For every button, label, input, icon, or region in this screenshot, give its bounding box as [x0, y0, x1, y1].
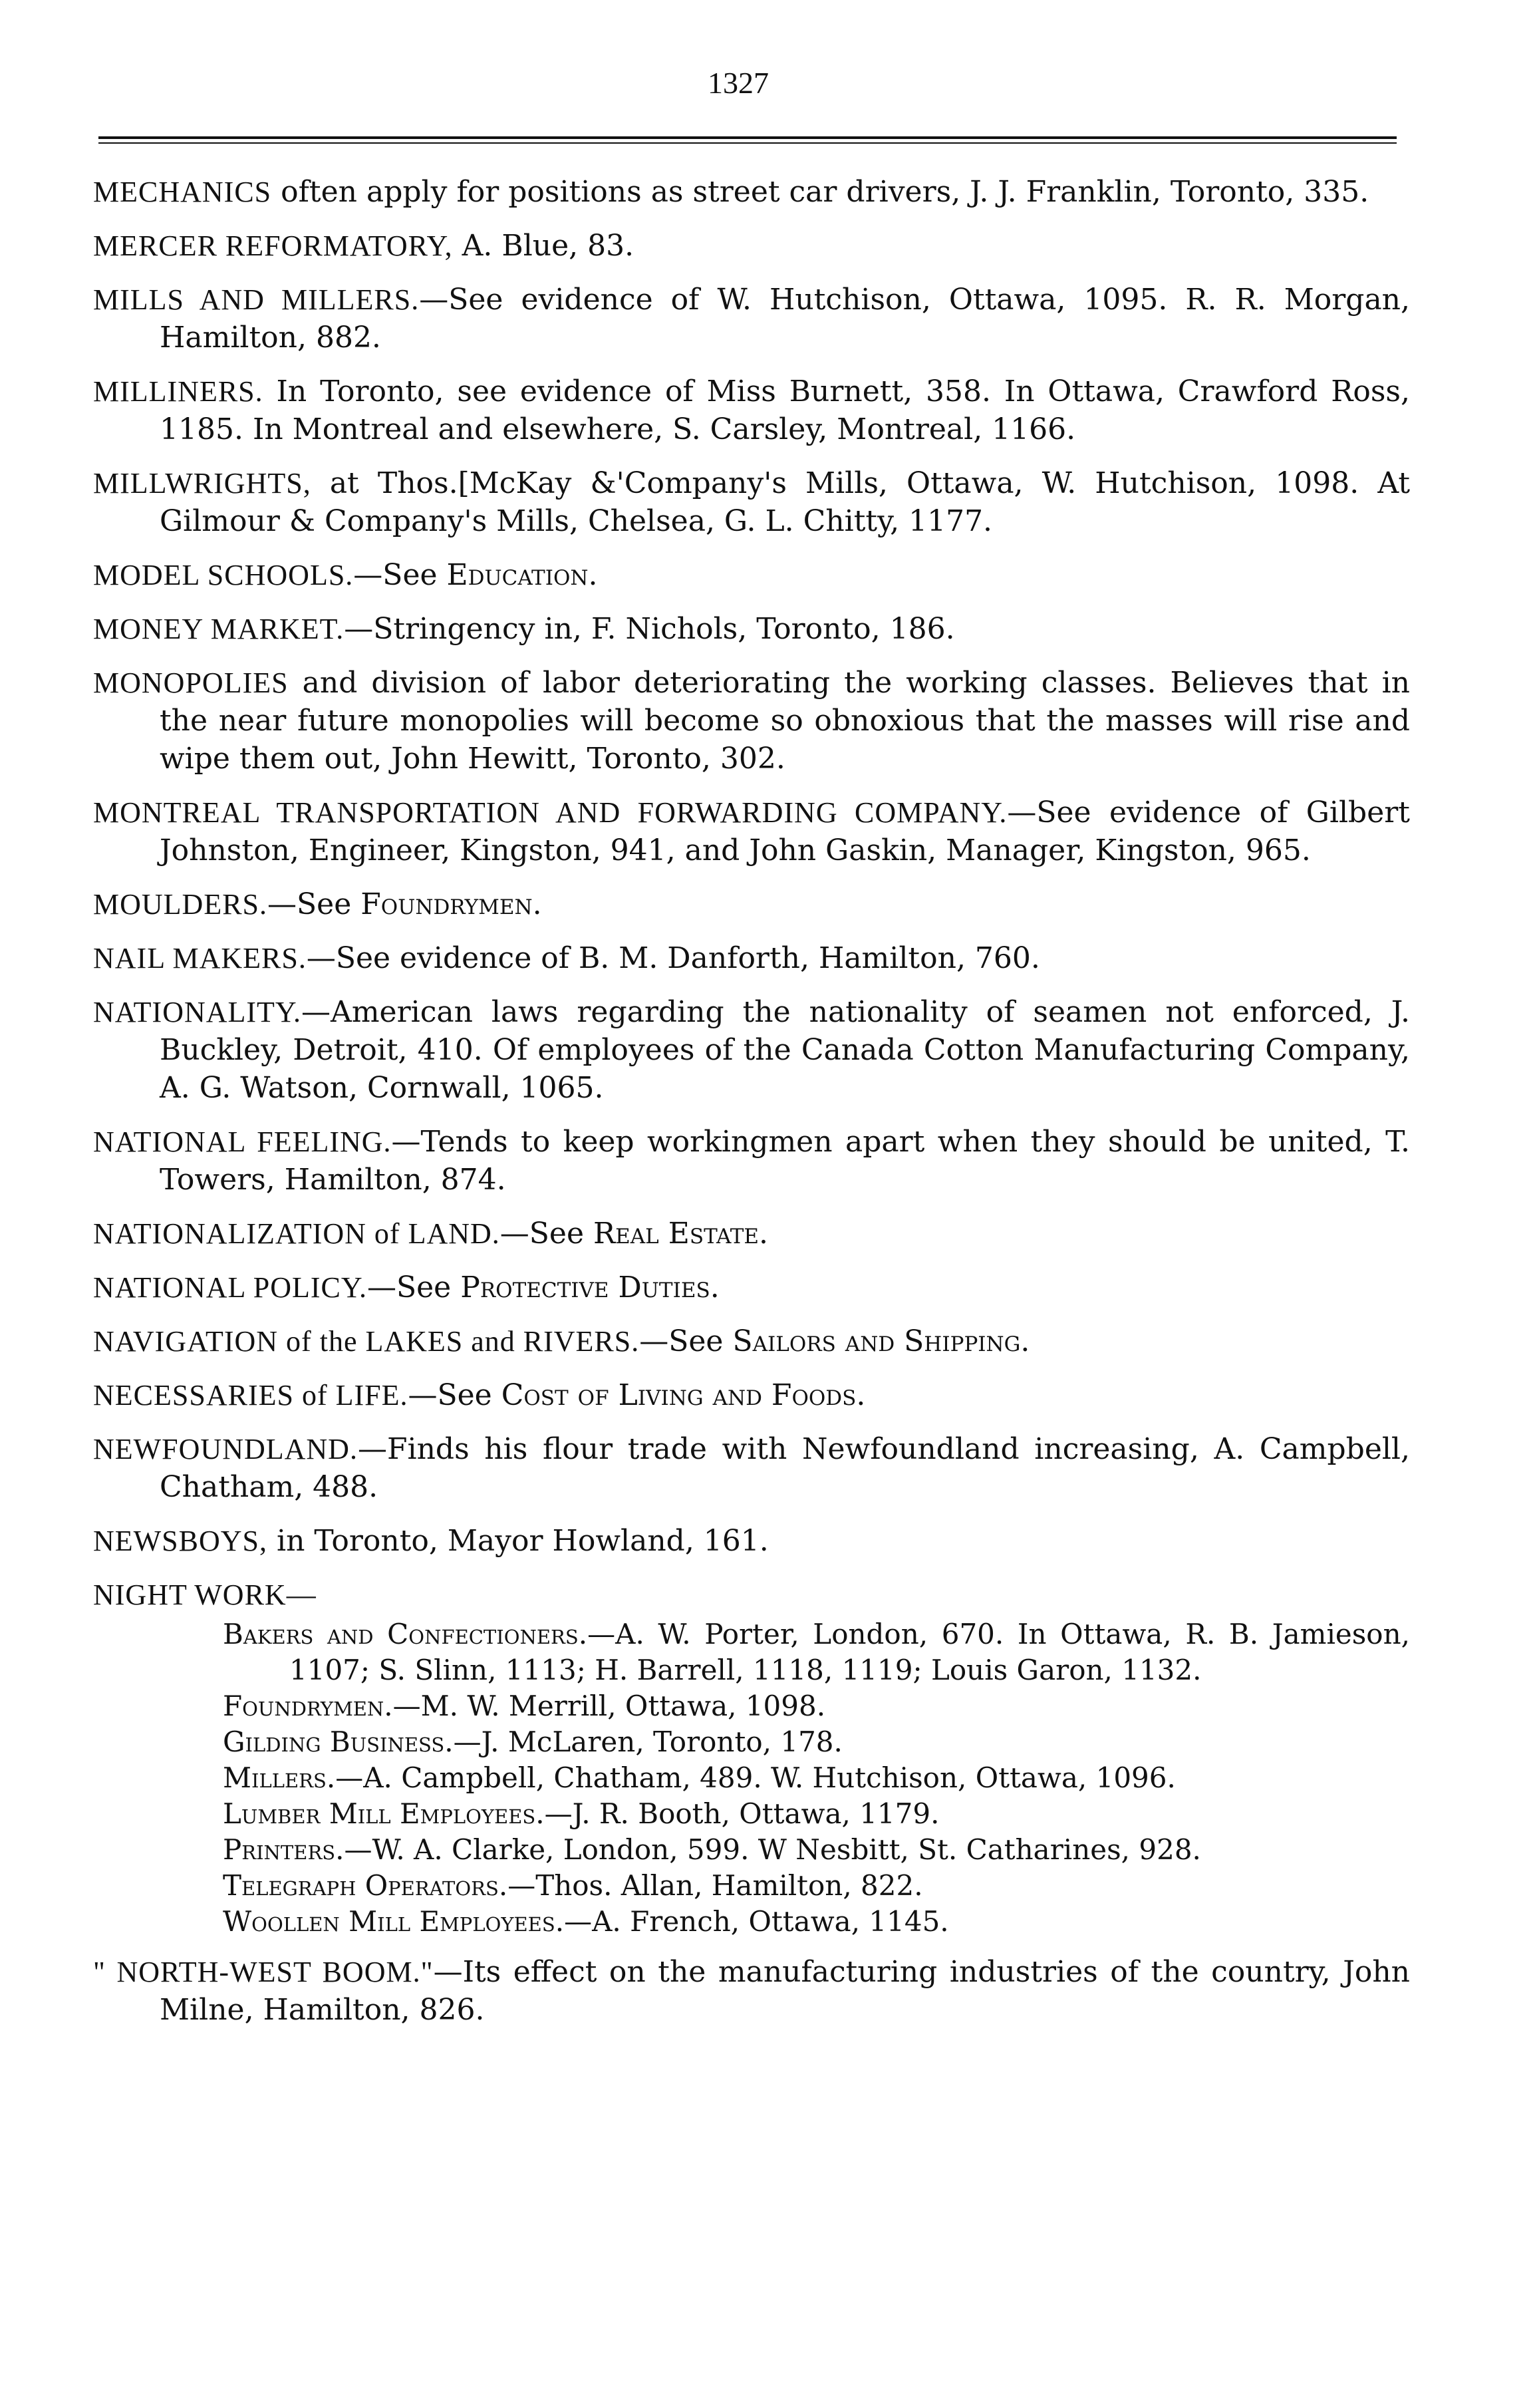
entry-text: —Stringency in, F. Nichols, Toronto, 186. [344, 612, 955, 646]
entry-head: MERCER REFORMATORY, [93, 229, 453, 262]
entry-newsboys [93, 1522, 1410, 1560]
cross-reference: Sailors and Shipping. [732, 1324, 1030, 1358]
entry-text: —See evidence of B. M. Danforth, Hamilton, 760. [306, 941, 1040, 975]
entry-text: —Its effect on the manufacturing industries of the country, John Milne, Hamilton, 826. [160, 1955, 1410, 2027]
night-work-subentries [160, 1616, 1410, 1940]
entry-head: NAIL MAKERS. [93, 942, 307, 975]
subentry-head: Gilding Business. [223, 1726, 454, 1758]
subentry-text: —A. French, Ottawa, 1145. [564, 1905, 949, 1938]
entry-text: —See [367, 1271, 461, 1304]
entry-mills-and-millers [93, 281, 1410, 357]
entry-head: NAVIGATION of the LAKES and RIVERS. [93, 1325, 640, 1358]
subentry-text: —A. Campbell, Chatham, 489. W. Hutchison, Ottawa, 1096. [335, 1761, 1176, 1794]
subentry-text: —Thos. Allan, Hamilton, 822. [507, 1869, 923, 1902]
subentry-head: Telegraph Operators. [223, 1869, 508, 1902]
entry-head: NATIONAL POLICY. [93, 1271, 367, 1304]
entry-national-feeling [93, 1123, 1410, 1199]
subentry-text: —J. R. Booth, Ottawa, 1179. [544, 1797, 940, 1830]
entry-head: NECESSARIES of LIFE. [93, 1379, 408, 1412]
entry-montreal-transportation [93, 794, 1410, 869]
index-page [93, 63, 1410, 2351]
subentry-telegraph [223, 1868, 1410, 1904]
entry-text: —See [499, 1217, 593, 1251]
cross-reference: Foundrymen. [360, 887, 542, 921]
subentry-head: Bakers and Confectioners. [223, 1618, 588, 1650]
entry-moulders [93, 885, 1410, 923]
subentry-bakers [223, 1616, 1410, 1688]
header-rule [98, 136, 1397, 144]
entry-text: —Tends to keep workingmen apart when they should be united, T. Towers, Hamilton, 874. [160, 1125, 1410, 1197]
entry-newfoundland [93, 1430, 1410, 1506]
entry-head: MOULDERS. [93, 888, 268, 921]
subentry-head: Lumber Mill Employees. [223, 1797, 545, 1830]
entry-head: MECHANICS [93, 176, 272, 208]
subentry-gilding [223, 1724, 1410, 1760]
header-rule-thick [98, 136, 1397, 139]
entry-necessaries-of-life [93, 1376, 1410, 1414]
entry-text: —American laws regarding the nationality of seamen not enforced, J. Buckley, Detroit, 410. Of employees of the Canada Cotton Manufacturing Company, A. G. Watson, Cornwall, 1065. [160, 995, 1410, 1105]
entry-night-work [93, 1576, 1410, 1940]
entry-head: MONOPOLIES [93, 667, 289, 699]
entry-nationality [93, 993, 1410, 1107]
entry-text: at Thos.[McKay &'Company's Mills, Ottawa, W. Hutchison, 1098. At Gilmour & Company's Mills, Chelsea, G. L. Chitty, 1177. [160, 466, 1410, 538]
entry-text: A. Blue, 83. [452, 229, 634, 263]
entry-head: NATIONALITY. [93, 996, 302, 1028]
entry-milliners [93, 373, 1410, 448]
entry-text: —See evidence of W. Hutchison, Ottawa, 1095. R. R. Morgan, Hamilton, 882. [160, 283, 1411, 355]
entry-head: NATIONALIZATION of LAND. [93, 1217, 500, 1250]
entry-text: In Toronto, see evidence of Miss Burnett, 358. In Ottawa, Crawford Ross, 1185. In Montreal and elsewhere, S. Carsley, Montreal, 1166. [160, 375, 1410, 446]
entry-head: MODEL SCHOOLS. [93, 559, 354, 591]
subentry-head: Woollen Mill Employees. [223, 1905, 565, 1938]
entry-text: —See [639, 1324, 733, 1358]
entry-navigation [93, 1322, 1410, 1360]
entry-head: MONTREAL TRANSPORTATION AND FORWARDING COMPANY. [93, 796, 1008, 829]
index-entries [93, 173, 1410, 2029]
subentry-head: Printers. [223, 1833, 345, 1866]
entry-text: in Toronto, Mayor Howland, 161. [267, 1524, 769, 1558]
entry-mechanics [93, 173, 1410, 211]
entry-head: MILLWRIGHTS, [93, 467, 311, 500]
subentry-text: —W. A. Clarke, London, 599. W Nesbitt, St. Catharines, 928. [344, 1833, 1201, 1866]
subentry-head: Millers. [223, 1761, 336, 1794]
cross-reference: Cost of Living and Foods. [501, 1378, 866, 1412]
subentry-woollen-mill [223, 1904, 1410, 1940]
header-rule-thin [98, 142, 1397, 144]
entry-text: —See evidence of Gilbert Johnston, Engineer, Kingston, 941, and John Gaskin, Manager, Kingston, 965. [160, 796, 1410, 867]
entry-monopolies [93, 664, 1410, 778]
subentry-head: Foundrymen. [223, 1690, 393, 1722]
subentry-lumber-mill [223, 1796, 1410, 1832]
subentry-millers [223, 1760, 1410, 1796]
subentry-printers [223, 1832, 1410, 1868]
entry-text: —See [267, 887, 361, 921]
entry-text: —See [353, 558, 447, 592]
page-number: 1327 [708, 66, 769, 100]
cross-reference: Real Estate. [593, 1217, 769, 1251]
entry-nail-makers [93, 939, 1410, 977]
entry-nationalization-of-land [93, 1215, 1410, 1253]
entry-millwrights [93, 464, 1410, 540]
entry-text: —Finds his flour trade with Newfoundland increasing, A. Campbell, Chatham, 488. [160, 1432, 1410, 1504]
cross-reference: Protective Duties. [460, 1271, 720, 1304]
subentry-text: —A. W. Porter, London, 670. In Ottawa, R. B. Jamieson, 1107; S. Slinn, 1113; H. Barrell, 1118, 1119; Louis Garon, 1132. [289, 1618, 1410, 1686]
entry-money-market [93, 610, 1410, 648]
entry-head: NEWFOUNDLAND. [93, 1433, 358, 1465]
cross-reference: Education. [446, 558, 598, 592]
entry-mercer-reformatory [93, 227, 1410, 265]
subentry-text: —M. W. Merrill, Ottawa, 1098. [392, 1690, 826, 1722]
entry-head: NIGHT WORK— [93, 1579, 317, 1611]
entry-text: often apply for positions as street car drivers, J. J. Franklin, Toronto, 335. [271, 175, 1369, 209]
entry-text: and division of labor deteriorating the working classes. Believes that in the near future monopolies will become so obnoxious that the masses will rise and wipe them out, John Hewitt, Toronto, 302. [160, 666, 1410, 776]
entry-national-policy [93, 1269, 1410, 1306]
subentry-foundrymen [223, 1688, 1410, 1724]
subentry-text: —J. McLaren, Toronto, 178. [453, 1726, 843, 1758]
entry-text: —See [408, 1378, 501, 1412]
entry-head: MILLINERS. [93, 375, 263, 408]
entry-head: NATIONAL FEELING. [93, 1126, 392, 1158]
entry-head: NEWSBOYS, [93, 1525, 268, 1557]
entry-head: " NORTH-WEST BOOM." [93, 1956, 434, 1988]
entry-north-west-boom [93, 1953, 1410, 2029]
entry-model-schools [93, 556, 1410, 594]
entry-head: MILLS AND MILLERS. [93, 283, 420, 316]
entry-head: MONEY MARKET. [93, 613, 345, 645]
